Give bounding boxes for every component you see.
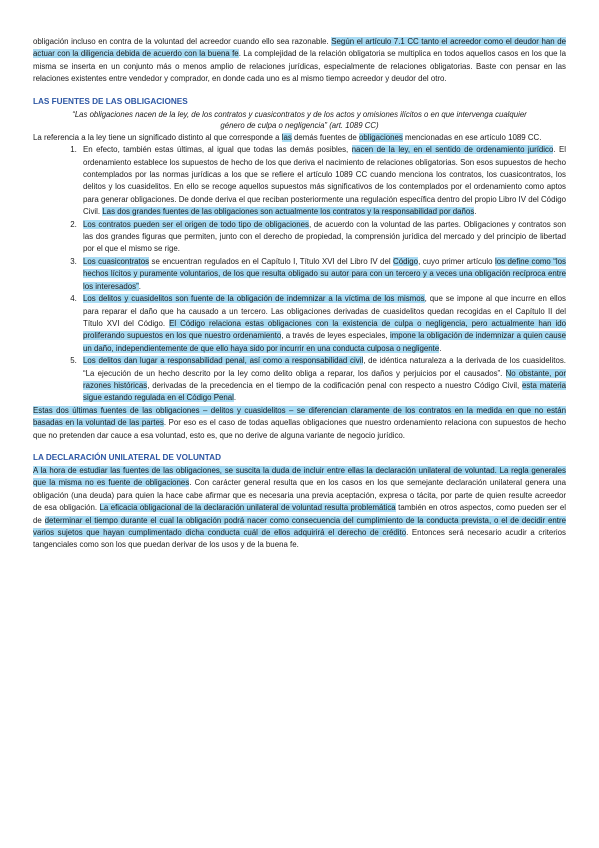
highlight: Los contratos pueden ser el origen de todo tipo de obligaciones bbox=[83, 219, 309, 229]
highlight: determinar el tiempo durante el cual la obligación podrá nacer como consecuencia del cumplimiento de la conducta prevista, o el de decidir entre varios sujetos que hayan cumplimentado dicha conducta cuál de ellos adquirirá el derecho de crédito bbox=[33, 515, 566, 537]
item-text: , que se impone al que incurre en ellos para reparar el daño que ha causado a un tercero. Las obligaciones derivadas de cuasidelitos quedan recogidas en el Capítulo II del Título XVI del Código. bbox=[83, 294, 566, 328]
intro-text: obligación incluso en contra de la voluntad del acreedor cuando ello sea razonable. bbox=[33, 37, 332, 46]
highlight: Según el artículo 7.1 CC tanto el acreedor como el deudor han de actuar con la diligencia debida de acuerdo con la buena fe bbox=[33, 37, 567, 59]
item-text: , de acuerdo con la voluntad de las partes. Obligaciones y contratos son las dos grandes figuras que permiten, junto con el derecho de propiedad, la comprensión jurídica del mercado y del principio de libertad por el que el mismo se rige. bbox=[83, 219, 566, 254]
item-text: . bbox=[233, 393, 237, 403]
highlight: Los cuasicontratos bbox=[83, 256, 150, 266]
paragraph-text: . Entonces será necesario acudir a criterios tangenciales como son los que puedan derivar de los usos y de la buena fe. bbox=[33, 528, 566, 550]
declaracion-paragraph bbox=[33, 465, 566, 552]
section-heading-declaracion: LA DECLARACIÓN UNILATERAL DE VOLUNTAD bbox=[33, 452, 221, 462]
highlight: La eficacia obligacional de la declaración unilateral de voluntad resulta problemática bbox=[99, 503, 396, 513]
item-text: . bbox=[474, 207, 477, 217]
paragraph-text: también en otros aspectos, como pueden ser el de bbox=[33, 503, 566, 525]
paragraph-text: mencionadas en ese artículo 1089 CC. bbox=[402, 132, 542, 142]
paragraph-text: . Con carácter general resulta que en los casos en los que semejante declaración unilateral genera una obligación (una deuda) para quien la hace cabe afirmar que es necesaria una previa aceptación, expresa o tácita, por parte de quien resulte acreedor de esa obligación. bbox=[33, 478, 566, 513]
item-text: . El ordenamiento establece los supuestos de hecho de los que deriva el nacimiento de relaciones obligatorias. Son esos supuestos de hecho contemplados por las normas jurídicas a los que se refiere el artículo 1089 CC cuando menciona los contratos, los cuasicontratos, los delitos y los cuasidelitos. En ello se recoge aquellos supuestos más significativos de los contemplados por el ordenamiento como aptos para generar obligaciones. De donde deriva el que reciban posteriormente una regulación específica dentro del propio Libro IV del Código Civil. bbox=[83, 145, 567, 217]
fuentes-list bbox=[33, 144, 566, 405]
highlight: los define como “los hechos lícitos y puramente voluntarios, de los que resulta obligado su autor para con un tercero y a veces una obligación recíproca entre los interesados” bbox=[83, 256, 566, 291]
highlight: impone la obligación de indemnizar a quien cause un daño, independientemente de que ello haya sido por incurrir en una conducta culposa o negligente bbox=[83, 331, 566, 353]
item-text: , a través de leyes especiales, bbox=[281, 331, 390, 341]
list-item bbox=[79, 293, 566, 355]
highlight: El Código relaciona estas obligaciones con la existencia de culpa o negligencia, pero actualmente han ido proliferando supuestos en los que nuestro ordenamiento bbox=[83, 318, 566, 341]
list-item bbox=[79, 144, 566, 218]
closing-paragraph bbox=[33, 405, 566, 442]
highlight: A la hora de estudiar las fuentes de las obligaciones, se suscita la duda de incluir entre ellas la declaración unilateral de voluntad. La regla generales que la misma no es fuente de obligaciones bbox=[33, 465, 566, 488]
item-text: se encuentran regulados en el Capítulo I, Título XVI del Libro IV del bbox=[149, 256, 394, 266]
highlight: nacen de la ley, en el sentido de ordenamiento jurídico bbox=[351, 145, 554, 155]
paragraph-text: . Por eso es el caso de todas aquellas obligaciones que nuestro ordenamiento relaciona con supuestos de hecho que no pretenden dar cauce a esa voluntad, esto es, que no derive de alguna variante de negocio jurídico. bbox=[33, 418, 566, 440]
highlight: las bbox=[281, 132, 292, 142]
item-text: En efecto, también estas últimas, al igual que todas las demás posibles, bbox=[83, 145, 352, 155]
item-text: . bbox=[439, 343, 442, 353]
paragraph-text: La referencia a la ley tiene un significado distinto al que corresponde a bbox=[33, 132, 282, 142]
item-text: , derivadas de la precedencia en el tiempo de la codificación penal con respecto a nuestro Código Civil, bbox=[147, 380, 522, 390]
reference-paragraph bbox=[33, 132, 566, 144]
highlight: No obstante, por razones históricas bbox=[83, 368, 566, 390]
item-text: . bbox=[138, 281, 141, 291]
highlight: Los delitos dan lugar a responsabilidad penal, así como a responsabilidad civil bbox=[83, 356, 364, 366]
list-item bbox=[79, 355, 566, 405]
highlight: Código bbox=[393, 256, 419, 266]
item-text: , cuyo primer artículo bbox=[418, 256, 495, 266]
intro-text: . La complejidad de la relación obligatoria se multiplica en todos aquellos casos en los que la misma se inserta en un conjunto más o menos amplio de relaciones jurídicas, especialmente de relaciones obligatorias. Baste con pensar en las relaciones existentes entre vendedor y comprador, en donde cada uno es al mismo tiempo acreedor y deudor del otro. bbox=[33, 49, 566, 84]
highlight: esta materia sigue estando regulada en el Código Penal bbox=[83, 380, 567, 403]
section-heading-fuentes: LAS FUENTES DE LAS OBLIGACIONES bbox=[33, 96, 188, 106]
list-item bbox=[79, 219, 566, 256]
paragraph-text: demás fuentes de bbox=[291, 132, 359, 142]
article-quote: “Las obligaciones nacen de la ley, de los contratos y cuasicontratos y de los actos y omisiones ilícitos o en que intervenga cualquier género de culpa o negligencia” (art. 1089 CC) bbox=[72, 109, 527, 131]
intro-paragraph bbox=[33, 36, 566, 86]
item-text: , de idéntica naturaleza a la derivada de los cuasidelitos. “La ejecución de un hecho descrito por la ley como delito obliga a reparar, los daños y perjuicios por el causados”. bbox=[83, 356, 566, 378]
list-item bbox=[79, 256, 566, 293]
highlight: Las dos grandes fuentes de las obligaciones son actualmente los contratos y la responsabilidad por daños bbox=[102, 207, 475, 217]
highlight: obligaciones bbox=[358, 132, 403, 142]
highlight: Estas dos últimas fuentes de las obligaciones – delitos y cuasidelitos – se diferencian claramente de los contratos en la medida en que no están basadas en la voluntad de las partes bbox=[33, 405, 566, 428]
highlight: Los delitos y cuasidelitos son fuente de la obligación de indemnizar a la víctima de los mismos bbox=[83, 294, 425, 304]
